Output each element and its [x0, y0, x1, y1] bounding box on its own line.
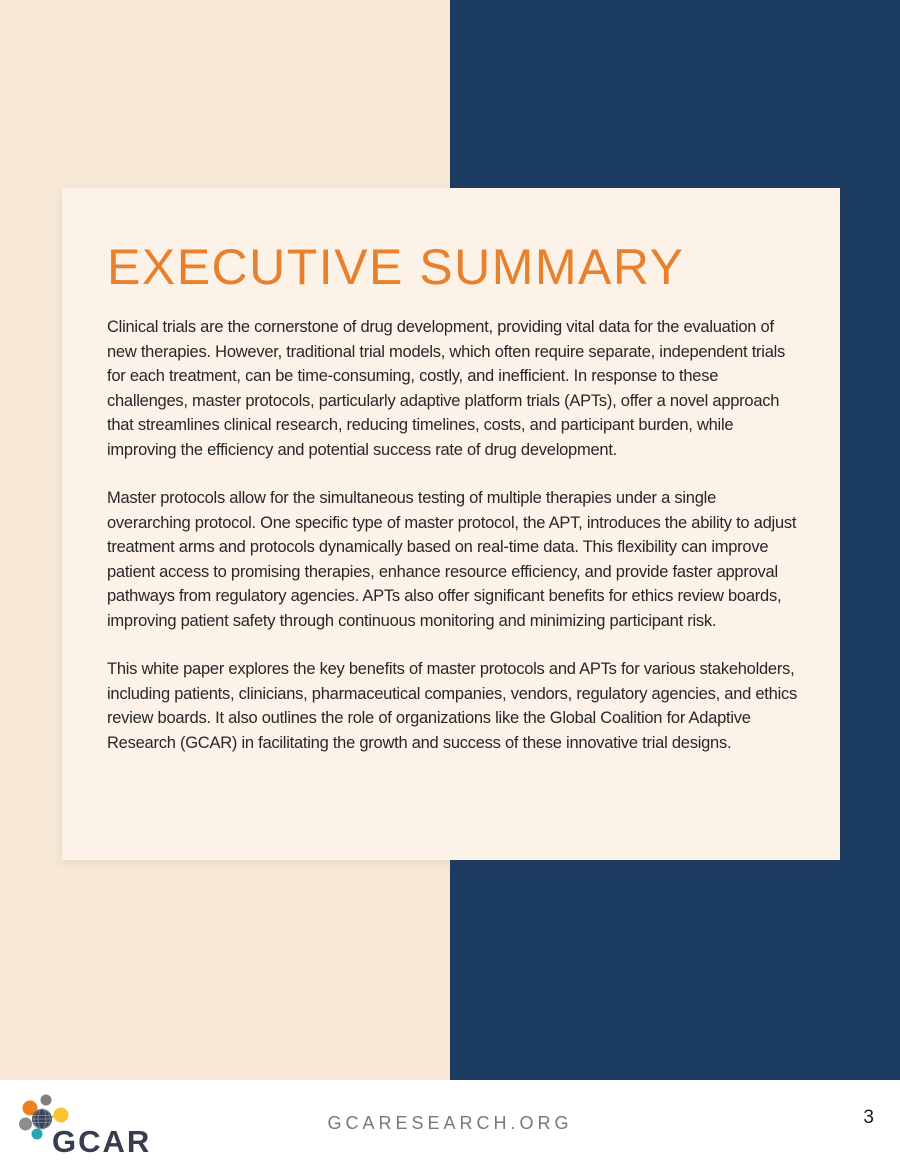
page-number: 3 — [863, 1107, 874, 1128]
summary-paragraph-1: Clinical trials are the cornerstone of drug development, providing vital data for the evaluation of new therapies. However, traditional trial models, which often require separate, independent trials for each treatment, can be time-consuming, costly, and inefficient. In response to these challenges, master protocols, particularly adaptive platform trials (APTs), offer a novel approach that streamlines clinical research, reducing timelines, costs, and participant burden, while improving the efficiency and potential success rate of drug development. — [107, 318, 786, 459]
summary-paragraph-3: This white paper explores the key benefits of master protocols and APTs for various stakeholders, including patients, clinicians, pharmaceutical companies, vendors, regulatory agencies, and ethics review boards. It also outlines the role of organizations like the Global Coalition for Adaptive Research (GCAR) in facilitating the growth and success of these innovative trial designs. — [107, 660, 797, 752]
summary-body — [107, 315, 797, 755]
gcar-wordmark: GCAR — [52, 1124, 152, 1159]
page-title: EXECUTIVE SUMMARY — [107, 239, 685, 295]
executive-summary-card — [62, 188, 840, 860]
website-link[interactable]: GCARESEARCH.ORG — [327, 1113, 573, 1133]
page-footer — [0, 1080, 900, 1165]
summary-paragraph-2: Master protocols allow for the simultaneous testing of multiple therapies under a single overarching protocol. One specific type of master protocol, the APT, introduces the ability to adjust treatment arms and protocols dynamically based on real-time data. This flexibility can improve patient access to promising therapies, enhance resource efficiency, and provide faster approval pathways from regulatory agencies. APTs also offer significant benefits for ethics review boards, improving patient safety through continuous monitoring and minimizing participant risk. — [107, 489, 797, 630]
